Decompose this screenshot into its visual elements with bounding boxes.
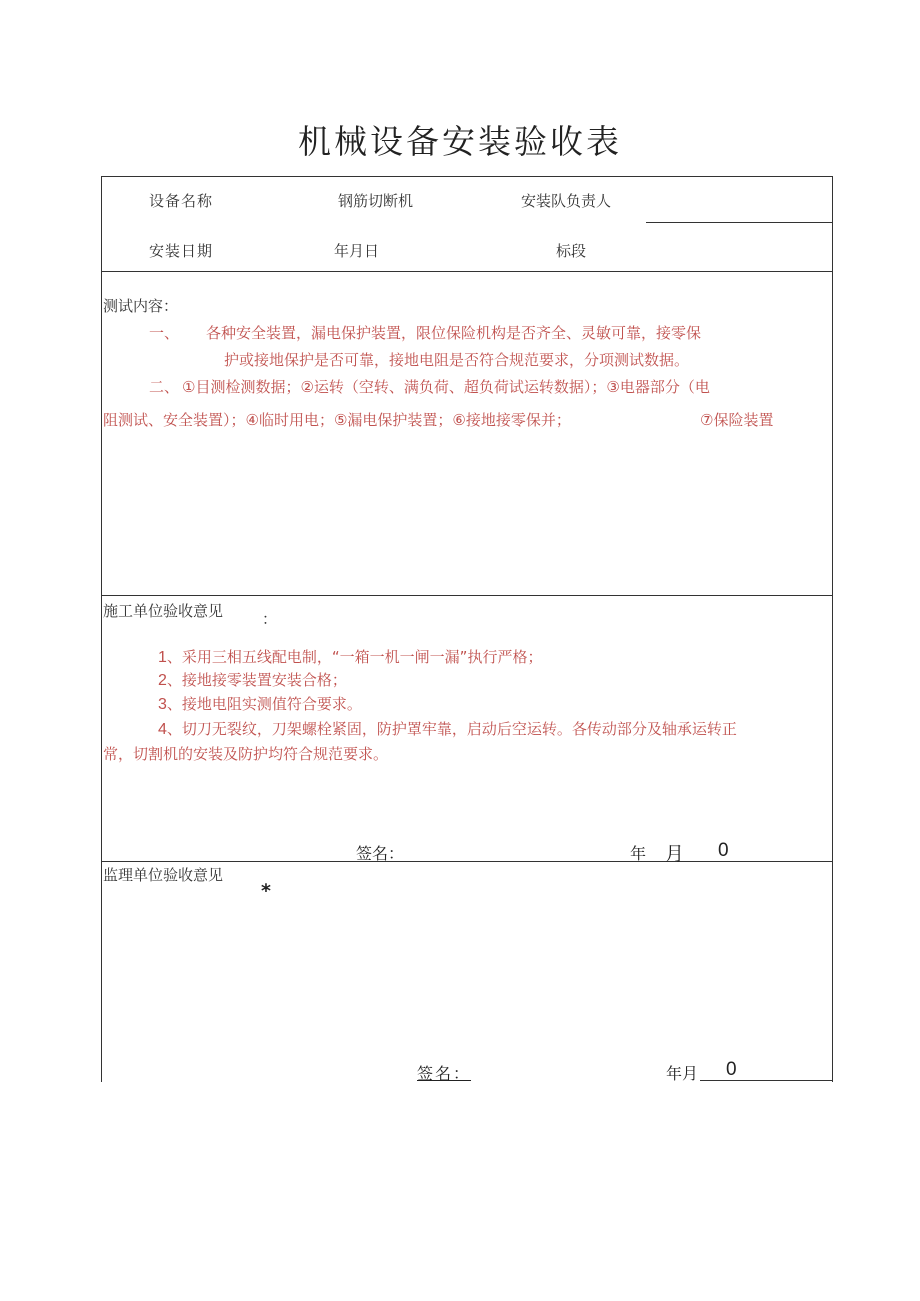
construction-item-2: [158, 669, 347, 690]
construction-colon: ：: [262, 610, 278, 628]
bottom-date-underline: [700, 1080, 833, 1081]
item-text: 、接地电阻实测值符合要求。: [166, 695, 362, 713]
test-item1-prefix: 一、: [149, 324, 180, 342]
header-divider: [101, 271, 833, 272]
construction-month-label: 月: [665, 843, 685, 865]
construction-sign-label: 签名：: [356, 844, 405, 863]
construction-item-4: [158, 718, 737, 739]
table-top-border: [101, 176, 833, 177]
item-text: 、接地接零装置安装合格；: [166, 671, 347, 689]
install-date-label: 安装日期: [149, 242, 214, 260]
supervision-sign-label: 签名：: [417, 1064, 472, 1083]
responsible-underline: [646, 222, 833, 223]
construction-item-3: [158, 693, 362, 714]
device-name-value: 钢筋切断机: [338, 192, 414, 210]
construction-heading: 施工单位验收意见: [103, 602, 224, 620]
item-number: 3: [158, 696, 167, 713]
page-title: 机械设备安装验收表: [298, 122, 622, 161]
supervision-year-month-label: 年月: [666, 1064, 699, 1083]
item-text: 、采用三相五线配电制，“一箱一机一闸一漏”执行严格；: [166, 648, 543, 666]
supervision-mark: *: [261, 880, 271, 902]
item-number: 4: [158, 721, 167, 738]
table-right-border: [832, 176, 833, 1082]
test-heading: 测试内容：: [103, 297, 179, 315]
supervision-day-value: 0: [726, 1059, 737, 1080]
construction-item-1: [158, 646, 542, 667]
device-name-label: 设备名称: [149, 192, 214, 210]
test-divider: [101, 595, 833, 596]
test-item1-line1: 各种安全装置，漏电保护装置，限位保险机构是否齐全、灵敏可靠，接零保: [206, 324, 702, 342]
item-number: 1: [158, 649, 167, 666]
item-text: 、切刀无裂纹，刀架螺栓紧固，防护罩牢靠，启动后空运转。各传动部分及轴承运转正: [166, 720, 737, 738]
construction-year-label: 年: [630, 844, 647, 863]
test-item2-line2: 阻测试、安全装置）；④临时用电；⑤漏电保护装置；⑥接地接零保并；: [103, 411, 571, 429]
construction-item-4-line2: 常，切割机的安装及防护均符合规范要求。: [103, 745, 389, 763]
test-item1-line2: 护或接地保护是否可靠，接地电阻是否符合规范要求，分项测试数据。: [224, 351, 690, 369]
test-item2-tail: ⑦保险装置: [700, 411, 774, 429]
item-number: 2: [158, 672, 167, 689]
table-left-border: [101, 176, 102, 1082]
test-item2-prefix: 二、: [149, 378, 180, 396]
responsible-label: 安装队负责人: [521, 192, 612, 210]
supervision-heading: 监理单位验收意见: [103, 866, 224, 884]
construction-day-value: 0: [718, 840, 729, 861]
install-date-value: 年月日: [334, 242, 380, 260]
section-label: 标段: [556, 242, 587, 260]
test-item2-line1: ①目测检测数据；②运转（空转、满负荷、超负荷试运转数据）；③电器部分（电: [182, 378, 710, 396]
